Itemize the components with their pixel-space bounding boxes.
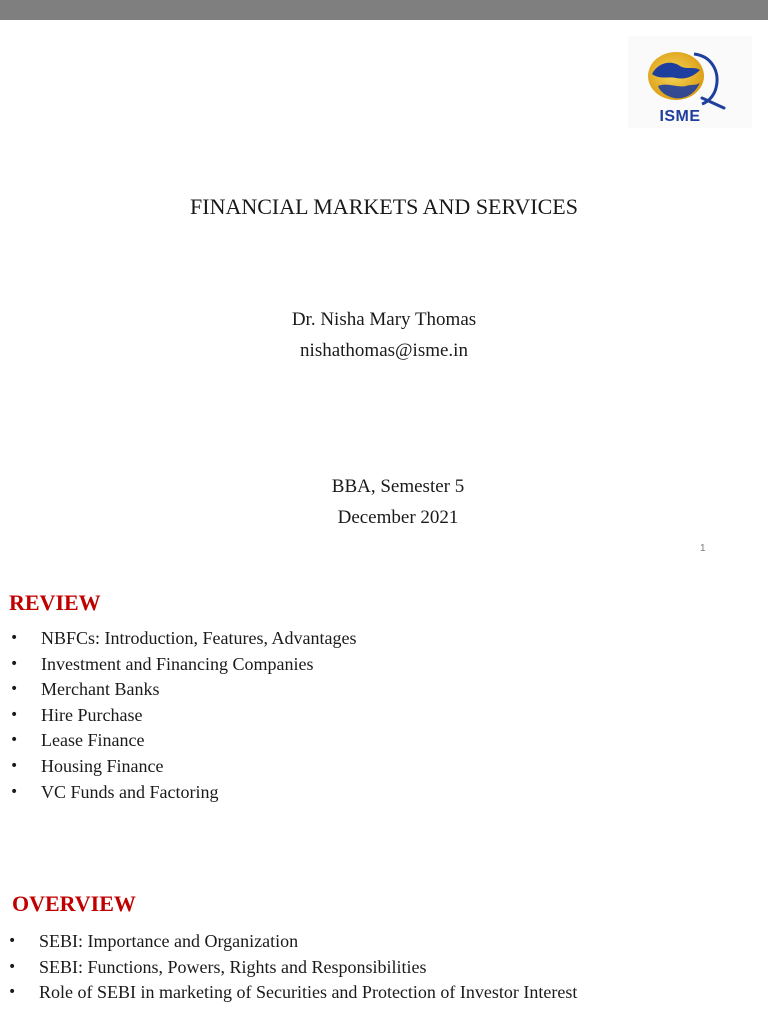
bullet-icon: • bbox=[10, 630, 19, 646]
course-label: BBA, Semester 5 bbox=[331, 476, 465, 497]
bullet-icon: • bbox=[10, 783, 19, 800]
top-bar bbox=[0, 0, 768, 20]
presentation-title: FINANCIAL MARKETS AND SERVICES bbox=[190, 194, 578, 219]
bullet-icon: • bbox=[10, 681, 19, 698]
list-item: • SEBI: Functions, Powers, Rights and Responsibilities bbox=[8, 955, 577, 981]
list-item: • Lease Finance bbox=[10, 728, 356, 754]
review-heading: REVIEW bbox=[9, 590, 101, 615]
list-item: • Investment and Financing Companies bbox=[10, 652, 356, 678]
author-email: nishathomas@isme.in bbox=[300, 340, 468, 361]
list-item: • Housing Finance bbox=[10, 754, 356, 780]
author-name: Dr. Nisha Mary Thomas bbox=[291, 309, 477, 330]
bullet-icon: • bbox=[10, 732, 19, 749]
bullet-icon: • bbox=[10, 655, 19, 672]
page-number: 1 bbox=[700, 543, 706, 554]
list-item: • Role of SEBI in marketing of Securities and Protection of Investor Interest bbox=[8, 980, 577, 1006]
logo-text: ISME bbox=[659, 108, 701, 125]
review-list bbox=[10, 626, 356, 805]
bullet-icon: • bbox=[8, 984, 17, 1001]
overview-list bbox=[8, 929, 577, 1006]
list-item: • NBFCs: Introduction, Features, Advantages bbox=[10, 626, 356, 652]
isme-logo bbox=[628, 36, 752, 128]
list-item: • Merchant Banks bbox=[10, 677, 356, 703]
list-item: • Hire Purchase bbox=[10, 703, 356, 729]
overview-heading: OVERVIEW bbox=[12, 891, 136, 916]
list-item: • VC Funds and Factoring bbox=[10, 780, 356, 806]
bullet-icon: • bbox=[10, 706, 19, 723]
presentation-date: December 2021 bbox=[337, 507, 459, 528]
bullet-icon: • bbox=[8, 933, 17, 949]
list-item: • SEBI: Importance and Organization bbox=[8, 929, 577, 955]
bullet-icon: • bbox=[8, 958, 17, 975]
bullet-icon: • bbox=[10, 757, 19, 774]
